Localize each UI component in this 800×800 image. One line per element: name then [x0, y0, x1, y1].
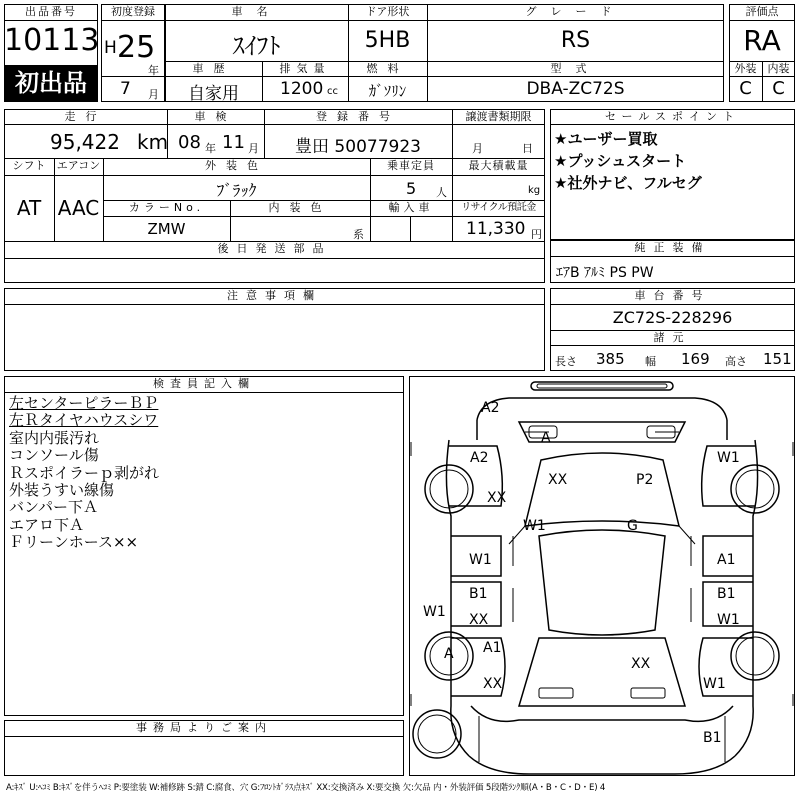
damage-mark: W1	[469, 552, 492, 568]
recycle-label: リサイクル預託金	[461, 202, 536, 213]
damage-mark: A2	[470, 450, 489, 466]
interior-color-unit: 系	[353, 228, 364, 241]
height-label: 高さ	[725, 355, 747, 368]
car-body-diagram	[409, 376, 795, 776]
length: 385	[596, 350, 625, 368]
dimensions-label: 諸元	[653, 331, 692, 344]
chassis-number: ZC72S-228296	[612, 308, 733, 327]
ac: AAC	[57, 196, 100, 220]
capacity-label: 乗車定員	[387, 159, 435, 172]
displacement-label: 排気量	[279, 62, 331, 75]
inspection-month: 11	[222, 132, 245, 153]
damage-mark: W1	[717, 612, 740, 628]
registration-month: 7	[120, 79, 131, 99]
office-label: 事務局よりご案内	[136, 721, 272, 734]
mileage-unit: km	[137, 130, 169, 154]
door-label: ドア形状	[365, 5, 410, 18]
max-load-label: 最大積載量	[468, 159, 529, 172]
year-unit: 年	[148, 64, 159, 77]
width: 169	[681, 350, 710, 368]
registration-number: 豊田 50077923	[295, 137, 421, 157]
ac-label: エアコン	[56, 159, 101, 172]
note-line: バンパー下Ａ	[9, 498, 98, 517]
inspection-year: 08	[178, 132, 201, 153]
note-line: コンソール傷	[9, 446, 99, 465]
sales-point-item: ★プッシュスタート	[554, 152, 687, 170]
exterior-label: 外装	[734, 62, 757, 75]
damage-mark: B1	[469, 586, 488, 602]
inspection-month-unit: 月	[248, 142, 259, 155]
inspection-year-unit: 年	[205, 142, 216, 155]
car-name-label: 車名	[231, 5, 282, 18]
note-line: Ｒスポイラーｐ剥がれ	[9, 463, 160, 482]
damage-mark: XX	[487, 490, 507, 506]
damage-mark: P2	[636, 472, 654, 488]
options-label: 純正装備	[634, 241, 711, 254]
note-line: 外装うすい線傷	[9, 481, 115, 500]
damage-mark: W1	[423, 604, 446, 620]
note-line: 室内内張汚れ	[9, 428, 100, 447]
note-line: 左センターピラーＢＰ	[9, 394, 159, 412]
damage-mark: XX	[548, 472, 568, 488]
damage-mark: A	[541, 430, 551, 446]
sales-point-item: ★社外ナビ、フルセグ	[554, 174, 702, 192]
recycle-fee: 11,330	[466, 219, 526, 239]
transfer-month-unit: 月	[472, 142, 483, 155]
capacity-unit: 人	[436, 186, 447, 199]
width-label: 幅	[645, 355, 656, 368]
legend-text: A:ｷｽﾞ U:ﾍｺﾐ B:ｷｽﾞを伴うﾍｺﾐ P:要塗装 W:補修跡 S:錆 C:腐食、穴 G:ﾌﾛﾝﾄｶﾞﾗｽ点ｷｽﾞ XX:交換済み X:要交換 欠:欠品 内・外装評価 5段階ﾗﾝｸ順(A・B・C・D・E) 4	[6, 783, 606, 793]
registration-number-label: 登録番号	[316, 110, 400, 123]
sales-points-label: セールスポイント	[604, 110, 740, 123]
mileage: 95,422	[50, 130, 120, 154]
score-label: 評価点	[745, 5, 779, 18]
after-parts-label: 後日発送部品	[217, 242, 332, 255]
import-label: 輸入車	[388, 201, 434, 214]
damage-mark: G	[627, 518, 638, 534]
mileage-label: 走行	[64, 110, 107, 123]
options-value: ｴｱB ｱﾙﾐ PS PW	[556, 265, 654, 281]
transfer-day-unit: 日	[522, 142, 533, 155]
damage-mark: W1	[703, 676, 726, 692]
caution-label: 注意事項欄	[227, 289, 322, 302]
damage-mark: A	[444, 646, 454, 662]
model-label: 型式	[550, 62, 601, 75]
capacity: 5	[406, 179, 417, 198]
car-name: ｽｲﾌﾄ	[232, 32, 281, 60]
interior-label: 内装	[767, 62, 790, 75]
shift-label: シフト	[12, 159, 46, 172]
damage-mark: XX	[483, 676, 503, 692]
exterior-color-label: 外装色	[205, 159, 268, 172]
first-listing-badge: 初出品	[5, 66, 97, 101]
note-line: エアロ下Ａ	[9, 515, 85, 534]
model-code: DBA-ZC72S	[526, 79, 625, 99]
first-registration-label: 初度登録	[111, 5, 155, 18]
lot-number-label: 出品番号	[25, 5, 77, 18]
note-line: 左Ｒタイヤハウスシワ	[9, 411, 159, 430]
shift: AT	[16, 196, 42, 220]
damage-mark: B1	[703, 730, 722, 746]
damage-mark: A1	[483, 640, 502, 656]
damage-mark: XX	[469, 612, 489, 628]
height: 151	[763, 350, 792, 368]
color-number: ZMW	[147, 220, 186, 238]
note-line: Ｆリーンホース××	[9, 533, 139, 552]
exterior-grade: C	[739, 78, 752, 99]
fuel-label: 燃料	[366, 62, 409, 75]
damage-mark: B1	[717, 586, 736, 602]
era-letter: H	[104, 38, 117, 58]
damage-mark: XX	[631, 656, 651, 672]
fuel: ｶﾞｿﾘﾝ	[368, 82, 407, 100]
grade-label: グレード	[525, 5, 626, 18]
damage-mark: W1	[523, 518, 546, 534]
interior-grade: C	[772, 78, 785, 99]
inspection-label: 車検	[194, 110, 237, 123]
interior-color-label: 内装色	[268, 201, 332, 214]
color-number-label: カラーNo.	[128, 201, 205, 214]
damage-mark: A2	[481, 400, 500, 416]
damage-mark: W1	[717, 450, 740, 466]
transfer-deadline-label: 譲渡書類期限	[465, 110, 532, 123]
max-load-unit: kg	[528, 185, 541, 196]
displacement-unit: cc	[327, 86, 338, 97]
grade: RS	[560, 28, 591, 53]
lot-number: 10113	[4, 23, 100, 58]
month-unit: 月	[148, 88, 159, 101]
displacement: 1200	[280, 79, 324, 99]
recycle-unit: 円	[531, 228, 542, 241]
damage-mark: A1	[717, 552, 736, 568]
history-label: 車歴	[192, 62, 235, 75]
car-history: 自家用	[188, 84, 239, 104]
sales-point-item: ★ユーザー買取	[554, 130, 658, 148]
exterior-color: ﾌﾞﾗｯｸ	[216, 181, 257, 200]
registration-year: 25	[117, 30, 156, 65]
score: RA	[743, 24, 781, 57]
length-label: 長さ	[555, 355, 577, 368]
chassis-label: 車台番号	[634, 289, 711, 302]
inspector-notes	[9, 395, 159, 552]
inspector-label: 検査員記入欄	[153, 377, 255, 390]
door-type: 5HB	[364, 28, 411, 53]
